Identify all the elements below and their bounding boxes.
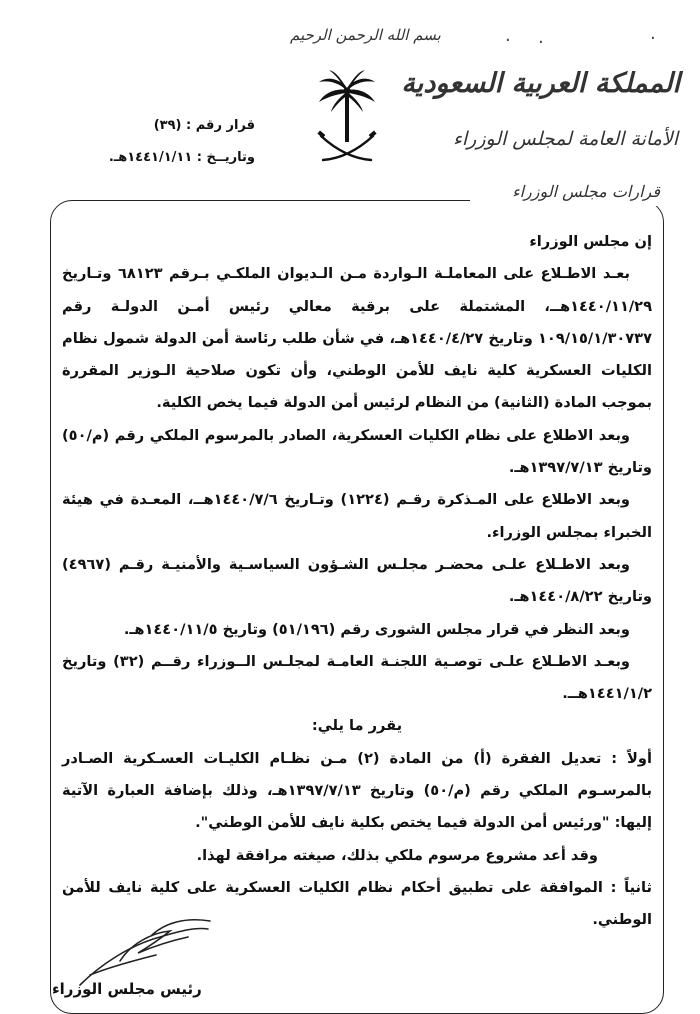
scan-dots: · bbox=[538, 32, 544, 53]
paragraph-6: وبعـد الاطـلاع علـى توصـية اللجنـة العامـة لمجلـس الــوزراء رقــم (٣٢) وتاريخ ١٤٤١/١/٢هــ. bbox=[62, 652, 652, 703]
decision-number-value: (٣٩) bbox=[153, 118, 182, 133]
basmala: بسم الله الرحمن الرحيم bbox=[290, 26, 441, 44]
council-decisions-title: قرارات مجلس الوزراء bbox=[512, 182, 660, 201]
article-first: أولاً : تعديل الفقرة (أ) من المادة (٢) مـن نظـام الكليـات العسـكرية الصـادر بالمرسـوم الملكي رقم (م/٥٠) وتاريخ ١٣٩٧/٧/١٣هـ، وذلك بإضافة العبارة الآتية إليها: "ورئيس أمن الدولة فيما يختص بكلية نايف للأمن الوطني". bbox=[62, 749, 652, 832]
decision-date bbox=[109, 150, 255, 165]
decision-number bbox=[154, 118, 255, 133]
article-first-note: وقد أعد مشروع مرسوم ملكي بذلك، صيغته مرافقة لهذا. bbox=[196, 846, 598, 864]
paragraph-5: وبعد النظر في قرار مجلس الشورى رقم (٥١/١٩٦) وتاريخ ١٤٤٠/١١/٥هـ. bbox=[123, 620, 630, 638]
paragraph-4: وبعد الاطـلاع علـى محضـر مجلـس الشـؤون السياسـية والأمنيـة رقـم (٤٩٦٧) وتاريخ ١٤٤٠/٨/٢٢هـ. bbox=[62, 555, 652, 606]
decision-date-label: وتاريــخ : bbox=[196, 150, 255, 165]
paragraph-1: بعـد الاطـلاع على المعاملـة الـواردة مـن الـديوان الملكـي بـرقم ٦٨١٢٣ وتـاريخ ١٤٤٠/١١/٢٩هــ، المشتملة على برقية معالي رئيس أمـن الدولـة رقم ١٠٩/١٥/١/٣٠٧٣٧ وتاريخ ١٤٤٠/٤/٢٧هـ، في شأن طلب رئاسة أمن الدولة شمول نظام الكليات العسكرية كلية نايف للأمن الوطني، وأن تكون صلاحية الـوزير المقررة بموجب المادة (الثانية) من النظام لرئيس أمن الدولة فيما يخص الكلية. bbox=[62, 265, 652, 412]
decision-number-label: قرار رقم : bbox=[186, 118, 255, 133]
paragraph-2: وبعد الاطلاع على نظام الكليات العسكرية، الصادر بالمرسوم الملكي رقم (م/٥٠) وتاريخ ١٣٩٧/٧/١٣هـ. bbox=[62, 426, 652, 477]
palm-swords-emblem-icon bbox=[315, 70, 379, 170]
opening-line: إن مجلس الوزراء bbox=[529, 233, 652, 250]
scan-dots: · bbox=[505, 30, 511, 51]
scan-dots: · bbox=[650, 28, 656, 49]
decision-body bbox=[62, 226, 652, 937]
signer-title: رئيس مجلس الوزراء bbox=[52, 980, 202, 998]
decides-heading: يقرر ما يلي: bbox=[311, 717, 403, 735]
article-second: ثانياً : الموافقة على تطبيق أحكام نظام الكليات العسكرية على كلية نايف للأمن الوطني. bbox=[62, 878, 652, 929]
kingdom-title: المملكة العربية السعودية bbox=[401, 68, 680, 99]
decision-date-value: ١٤٤١/١/١١هـ. bbox=[108, 150, 193, 165]
paragraph-3: وبعد الاطلاع على المـذكرة رقـم (١٢٢٤) وتـاريخ ١٤٤٠/٧/٦هــ، المعـدة في هيئة الخبراء بمجلس الوزراء. bbox=[62, 491, 652, 541]
secretariat-title: الأمانة العامة لمجلس الوزراء bbox=[452, 128, 678, 150]
